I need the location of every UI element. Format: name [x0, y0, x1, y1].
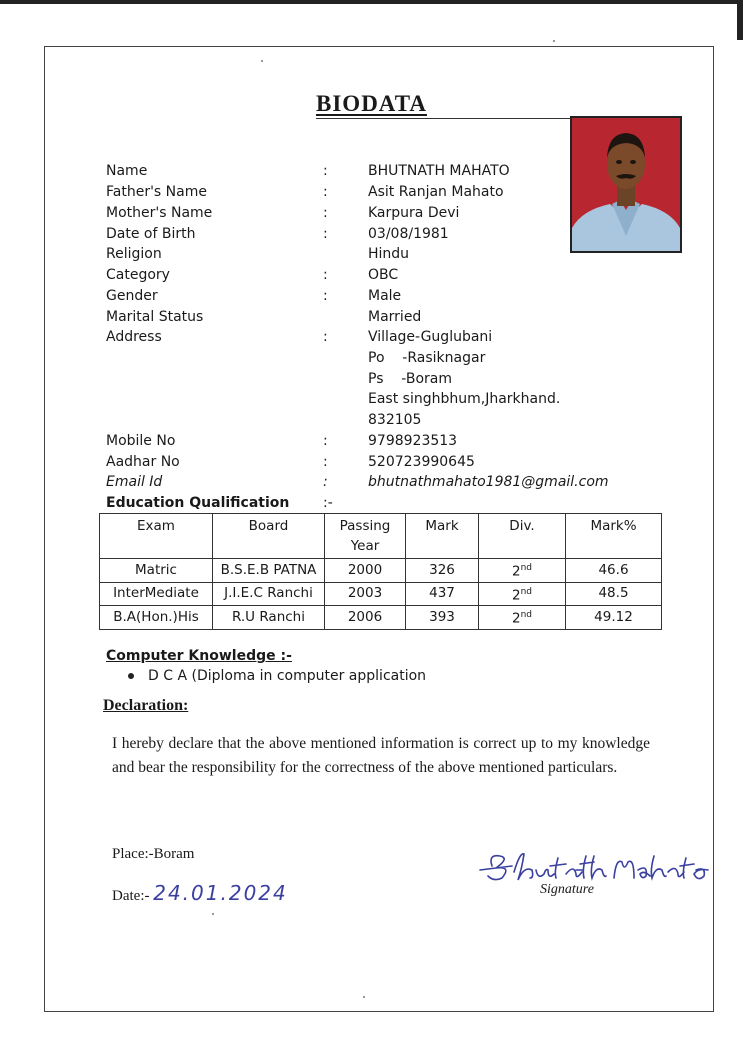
label-father-name: Father's Name — [106, 184, 207, 200]
handwritten-signature — [478, 848, 714, 892]
table-cell: 2000 — [325, 559, 406, 583]
declaration-text: I hereby declare that the above mentioned information is correct up to my knowledge and bear the responsibility for the correctness of the above mentioned particulars. — [112, 735, 650, 776]
label-mobile: Mobile No — [106, 433, 176, 449]
table-header: Div. — [479, 514, 566, 559]
handwritten-date: 24.01.2024 — [153, 881, 288, 905]
table-cell: 437 — [406, 582, 479, 606]
table-cell: 2nd — [479, 606, 566, 630]
scan-edge-top — [0, 0, 743, 4]
colon: : — [323, 329, 328, 345]
value-address: Village-Guglubani — [368, 329, 493, 345]
date: Date:- 24.01.2024 — [112, 881, 288, 905]
colon: : — [323, 163, 328, 179]
table-header: Mark — [406, 514, 479, 559]
colon: : — [323, 205, 328, 221]
table-row — [100, 582, 662, 606]
table-cell: 2nd — [479, 582, 566, 606]
table-header: Board — [213, 514, 325, 559]
address-line: East singhbhum,Jharkhand. — [368, 391, 561, 407]
page-title: BIODATA — [316, 91, 427, 116]
value-aadhar: 520723990645 — [368, 454, 475, 470]
value-marital-status: Married — [368, 309, 422, 325]
scan-speck — [261, 60, 263, 62]
passport-photo — [570, 116, 682, 253]
table-row — [100, 559, 662, 583]
colon: : — [323, 184, 328, 200]
table-cell: Matric — [100, 559, 213, 583]
table-header: Exam — [100, 514, 213, 559]
label-religion: Religion — [106, 246, 162, 262]
address-line: 832105 — [368, 412, 422, 428]
label-aadhar: Aadhar No — [106, 454, 180, 470]
place: Place:-Boram — [112, 846, 195, 862]
colon: : — [323, 433, 328, 449]
label-email: Email Id — [106, 474, 163, 490]
colon: : — [323, 267, 328, 283]
table-cell: InterMediate — [100, 582, 213, 606]
address-line: Po -Rasiknagar — [368, 350, 486, 366]
table-cell: 326 — [406, 559, 479, 583]
value-date-of-birth: 03/08/1981 — [368, 226, 449, 242]
table-header: Passing Year — [325, 514, 406, 559]
table-cell: 2003 — [325, 582, 406, 606]
table-cell: B.A(Hon.)His — [100, 606, 213, 630]
label-date-of-birth: Date of Birth — [106, 226, 196, 242]
label-marital-status: Marital Status — [106, 309, 204, 325]
colon: :- — [323, 495, 333, 511]
label-category: Category — [106, 267, 170, 283]
colon: : — [323, 226, 328, 242]
scan-edge-right — [737, 0, 743, 40]
person-photo-icon — [572, 118, 680, 251]
table-header: Mark% — [566, 514, 662, 559]
scan-speck — [553, 40, 555, 42]
table-cell: 2006 — [325, 606, 406, 630]
scan-speck — [363, 996, 365, 998]
table-cell: B.S.E.B PATNA — [213, 559, 325, 583]
value-category: OBC — [368, 267, 399, 283]
colon: : — [323, 454, 328, 470]
colon: : — [323, 474, 328, 490]
table-cell: 2nd — [479, 559, 566, 583]
table-cell: 393 — [406, 606, 479, 630]
declaration-heading: Declaration: — [103, 697, 189, 714]
bullet-icon — [128, 673, 134, 679]
scan-speck — [212, 913, 214, 915]
table-cell: 48.5 — [566, 582, 662, 606]
table-cell: R.U Ranchi — [213, 606, 325, 630]
signature-label: Signature — [540, 882, 594, 897]
education-table — [99, 513, 662, 630]
table-cell: 46.6 — [566, 559, 662, 583]
value-father-name: Asit Ranjan Mahato — [368, 184, 504, 200]
label-gender: Gender — [106, 288, 158, 304]
label-address: Address — [106, 329, 162, 345]
signature-icon — [478, 848, 714, 888]
colon: : — [323, 288, 328, 304]
value-gender: Male — [368, 288, 402, 304]
label-mother-name: Mother's Name — [106, 205, 213, 221]
table-cell: 49.12 — [566, 606, 662, 630]
list-item: D C A (Diploma in computer application — [128, 668, 426, 684]
value-mother-name: Karpura Devi — [368, 205, 460, 221]
value-mobile: 9798923513 — [368, 433, 458, 449]
address-line: Ps -Boram — [368, 371, 452, 387]
table-header-row — [100, 514, 662, 559]
education-heading: Education Qualification — [106, 495, 290, 511]
computer-knowledge-heading: Computer Knowledge :- — [106, 648, 292, 664]
label-name: Name — [106, 163, 148, 179]
table-cell: J.I.E.C Ranchi — [213, 582, 325, 606]
value-religion: Hindu — [368, 246, 410, 262]
value-email: bhutnathmahato1981@gmail.com — [368, 474, 609, 490]
table-row — [100, 606, 662, 630]
value-name: BHUTNATH MAHATO — [368, 163, 510, 179]
